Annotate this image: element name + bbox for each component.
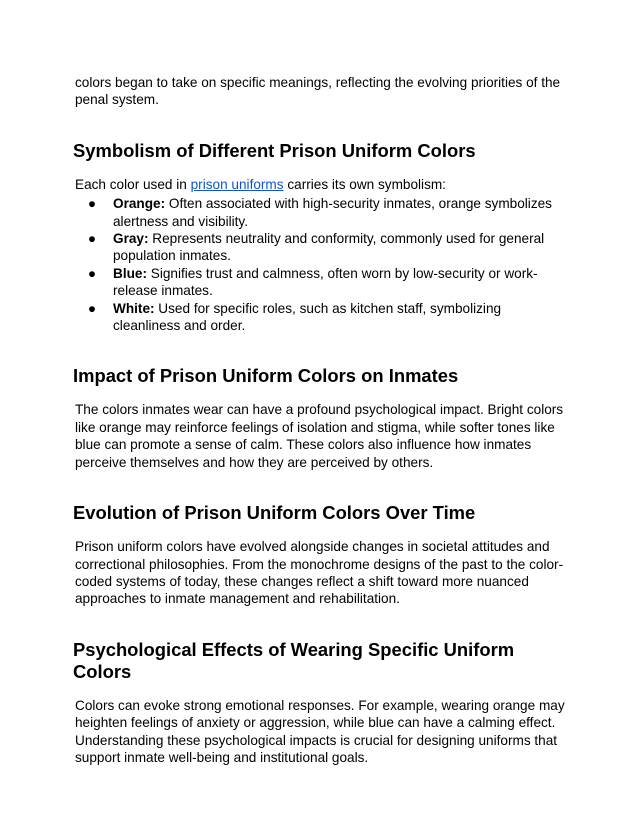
bullet-icon: ● [87,231,97,247]
prison-uniforms-link[interactable]: prison uniforms [190,176,284,192]
bullet-icon: ● [87,265,97,281]
color-list [75,195,566,334]
heading-impact: Impact of Prison Uniform Colors on Inmates [73,365,459,387]
list-item-text: Signifies trust and calmness, often worn by low-security or work-release inmates. [113,265,538,299]
list-item-term: White: [113,300,155,316]
bullet-icon: ● [87,196,97,212]
list-item-term: Orange: [113,196,166,212]
evolution-paragraph: Prison uniform colors have evolved alongside changes in societal attitudes and correctional philosophies. From the monochrome designs of the past to the color-coded systems of today, these changes reflect a shift toward more nuanced approaches to inmate management and rehabilitation. [75,539,564,607]
heading-psychological: Psychological Effects of Wearing Specific Uniform Colors [73,638,515,682]
list-item-text: Represents neutrality and conformity, commonly used for general population inmates. [113,231,545,264]
list-item-text: Often associated with high-security inmates, orange symbolizes alertness and visibility. [113,196,552,229]
list-item-text: Used for specific roles, such as kitchen staff, symbolizing cleanliness and order. [113,300,502,334]
intro-paragraph: colors began to take on specific meanings, reflecting the evolving priorities of the penal system. [75,75,561,108]
heading-evolution: Evolution of Prison Uniform Colors Over Time [73,502,476,524]
list-item [87,195,566,230]
list-item [87,300,566,335]
impact-paragraph: The colors inmates wear can have a profound psychological impact. Bright colors like orange may reinforce feelings of isolation and stigma, while softer tones like blue can promote a sense of calm. These colors also influence how inmates perceive themselves and how they are perceived by others. [75,402,564,470]
list-item [87,230,566,265]
list-item [87,265,566,300]
heading-symbolism: Symbolism of Different Prison Uniform Colors [73,139,476,161]
list-item-term: Blue: [113,265,147,281]
symbolism-lead-before: Each color used in [75,176,191,192]
symbolism-lead [75,176,566,193]
symbolism-lead-after: carries its own symbolism: [283,176,446,192]
psychological-paragraph: Colors can evoke strong emotional responses. For example, wearing orange may heighten feelings of anxiety or aggression, while blue can have a calming effect. Understanding these psychological impacts is crucial for designing uniforms that support inmate well-being and institutional goals. [75,697,565,765]
list-item-term: Gray: [113,231,149,247]
bullet-icon: ● [87,300,97,316]
